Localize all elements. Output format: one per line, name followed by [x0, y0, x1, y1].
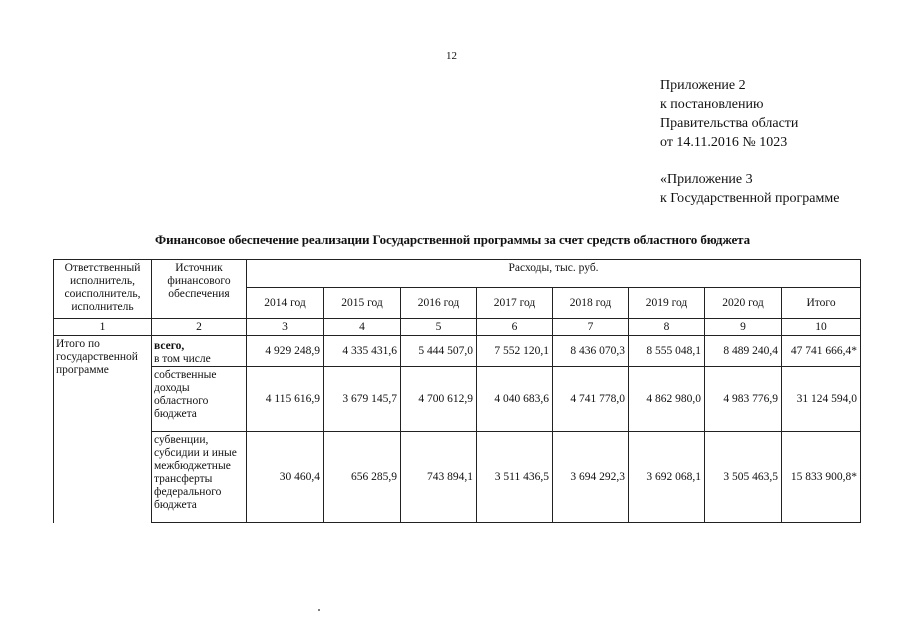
appendix-quote-line: «Приложение 3: [660, 172, 753, 187]
source-label: в том числе: [154, 353, 211, 365]
value-cell: 4 929 248,9: [247, 336, 324, 367]
value-cell: 4 862 980,0: [629, 367, 705, 432]
financing-table: [53, 259, 861, 523]
source-label: собственные доходы областного бюджета: [152, 367, 247, 432]
value-cell: 4 700 612,9: [401, 367, 477, 432]
appendix-block: [660, 76, 839, 208]
value-cell: 31 124 594,0: [782, 367, 861, 432]
table-row: [54, 367, 861, 432]
header-year: 2014 год: [247, 288, 324, 319]
value-cell: 3 694 292,3: [553, 432, 629, 523]
value-cell: 3 511 436,5: [477, 432, 553, 523]
header-year: 2018 год: [553, 288, 629, 319]
appendix-line: к постановлению: [660, 97, 764, 112]
value-cell: 4 983 776,9: [705, 367, 782, 432]
value-cell: 4 040 683,6: [477, 367, 553, 432]
column-number: 8: [629, 319, 705, 336]
value-cell: 656 285,9: [324, 432, 401, 523]
column-number: 10: [782, 319, 861, 336]
header-year: 2019 год: [629, 288, 705, 319]
table-row: [54, 336, 861, 367]
appendix-line: Правительства области: [660, 116, 799, 131]
value-cell: 3 692 068,1: [629, 432, 705, 523]
column-number: 1: [54, 319, 152, 336]
appendix-line: от 14.11.2016 № 1023: [660, 135, 788, 150]
source-label: субвенции, субсидии и иные межбюджетные трансферты федерального бюджета: [152, 432, 247, 523]
header-year: 2020 год: [705, 288, 782, 319]
header-year: 2017 год: [477, 288, 553, 319]
header-executor: Ответственный исполнитель, соисполнитель, исполнитель: [54, 260, 152, 319]
column-number: 6: [477, 319, 553, 336]
header-expenses: Расходы, тыс. руб.: [247, 260, 861, 288]
value-cell: 30 460,4: [247, 432, 324, 523]
column-number: 3: [247, 319, 324, 336]
source-total-label: всего,: [154, 340, 185, 352]
value-cell: 7 552 120,1: [477, 336, 553, 367]
value-cell: 4 741 778,0: [553, 367, 629, 432]
header-source: Источник финансового обеспечения: [152, 260, 247, 319]
scan-speck: [318, 609, 320, 611]
source-cell: [152, 336, 247, 367]
header-year: 2016 год: [401, 288, 477, 319]
column-number: 9: [705, 319, 782, 336]
value-cell: 3 679 145,7: [324, 367, 401, 432]
column-number: 2: [152, 319, 247, 336]
document-title: Финансовое обеспечение реализации Государственной программы за счет средств областного бюджета: [155, 232, 750, 247]
value-cell: 3 505 463,5: [705, 432, 782, 523]
column-number-row: [54, 319, 861, 336]
header-year: 2015 год: [324, 288, 401, 319]
value-cell: 743 894,1: [401, 432, 477, 523]
appendix-quote-line: к Государственной программе: [660, 191, 840, 206]
column-number: 4: [324, 319, 401, 336]
column-number: 7: [553, 319, 629, 336]
table-row: [54, 432, 861, 523]
header-total: Итого: [782, 288, 861, 319]
value-cell: 4 335 431,6: [324, 336, 401, 367]
value-cell: 8 555 048,1: [629, 336, 705, 367]
page-number: 12: [446, 50, 457, 62]
value-cell: 15 833 900,8*: [782, 432, 861, 523]
value-cell: 4 115 616,9: [247, 367, 324, 432]
appendix-line: Приложение 2: [660, 78, 746, 93]
value-cell: 47 741 666,4*: [782, 336, 861, 367]
value-cell: 5 444 507,0: [401, 336, 477, 367]
value-cell: 8 489 240,4: [705, 336, 782, 367]
executor-cell: [54, 336, 152, 523]
executor-label: Итого по государственной программе: [56, 338, 138, 376]
value-cell: 8 436 070,3: [553, 336, 629, 367]
column-number: 5: [401, 319, 477, 336]
